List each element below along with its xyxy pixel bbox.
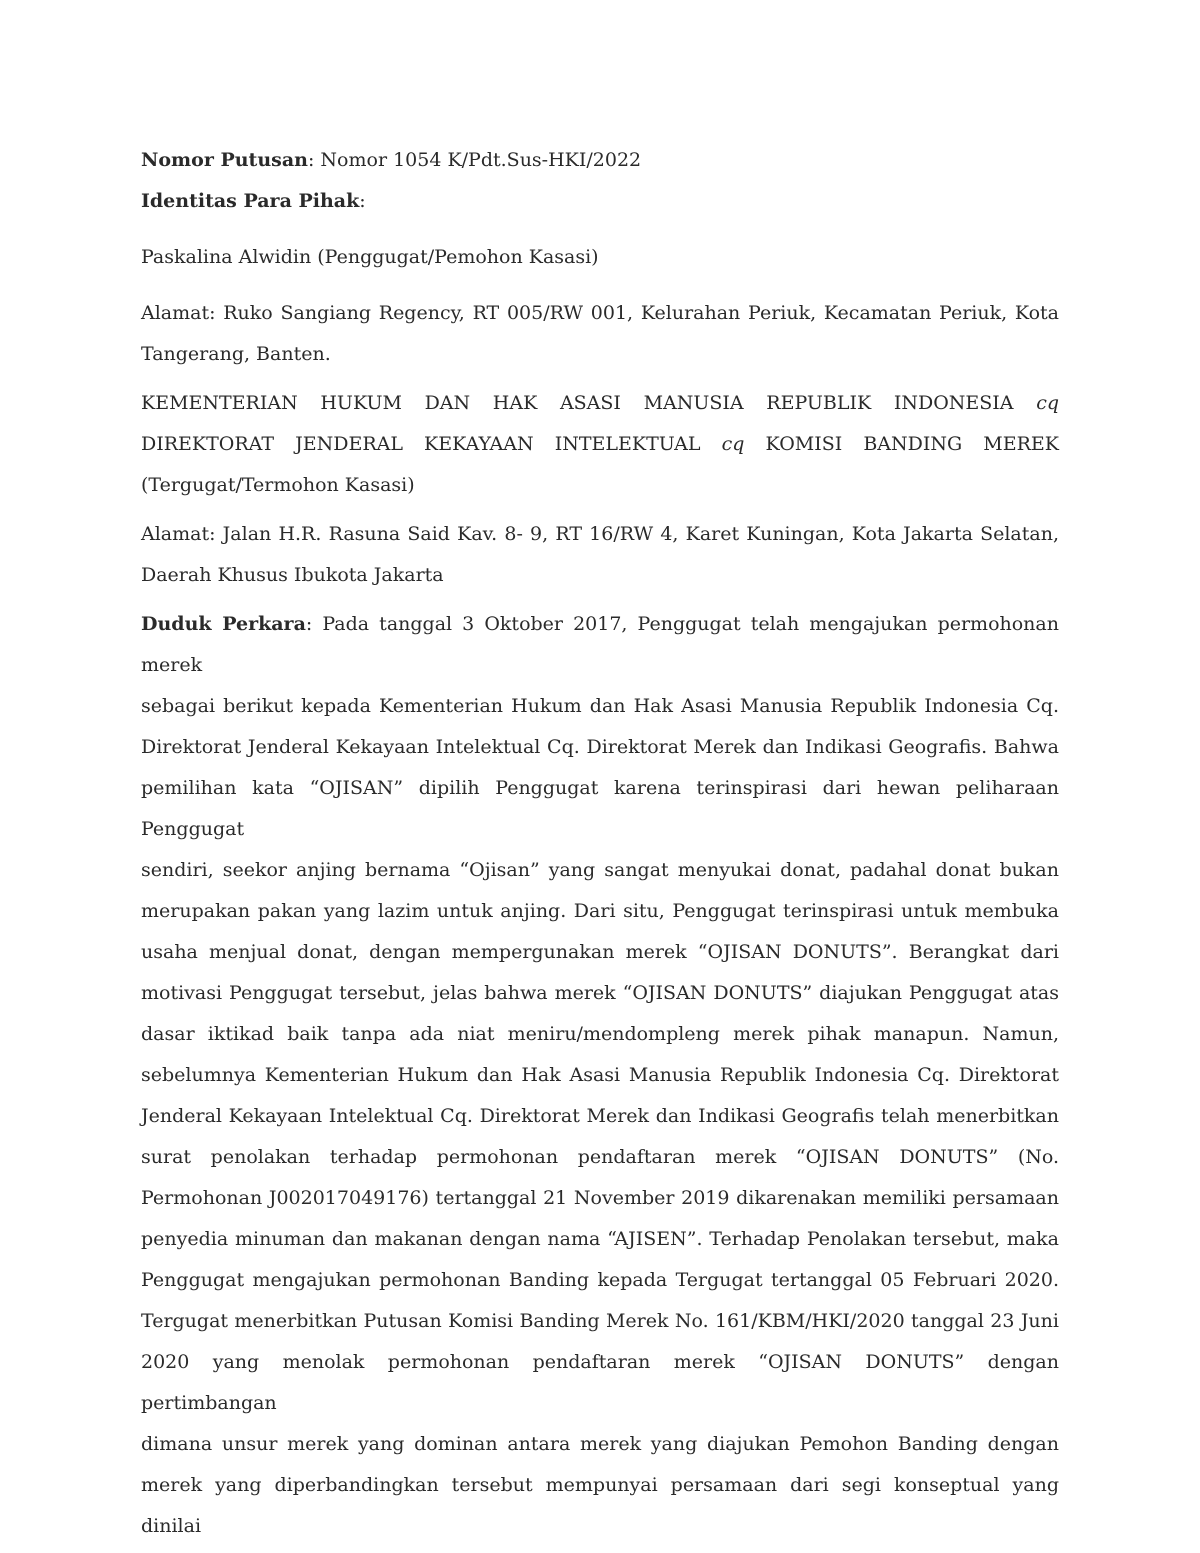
identitas-heading [141,181,1059,222]
penggugat-name-text: Paskalina Alwidin (Penggugat/Pemohon Kasasi) [141,246,599,268]
penggugat-alamat-line1: Alamat: Ruko Sangiang Regency, RT 005/RW 001, Kelurahan Periuk, Kecamatan Periuk, Kota [141,302,1059,324]
tergugat-line1-text: KEMENTERIAN HUKUM DAN HAK ASASI MANUSIA REPUBLIK INDONESIA [141,392,1014,414]
duduk-perkara-line-4: sendiri, seekor anjing bernama “Ojisan” yang sangat menyukai donat, padahal donat bukan [141,859,1059,881]
duduk-perkara-line-18: merek yang diperbandingkan tersebut mempunyai persamaan dari segi konseptual yang dinilai [141,1474,1059,1537]
duduk-perkara-line-11: surat penolakan terhadap permohonan pendaftaran merek “OJISAN DONUTS” (No. [141,1146,1059,1168]
tergugat-line2-b: KOMISI BANDING MEREK [765,433,1059,455]
duduk-perkara-line-0 [141,604,1059,686]
tergugat-cq2: cq [721,433,745,455]
tergugat-alamat [141,514,1059,596]
duduk-perkara-line-1: sebagai berikut kepada Kementerian Hukum dan Hak Asasi Manusia Republik Indonesia Cq. [141,695,1059,717]
document-page [141,140,1059,1547]
duduk-perkara-line-16: 2020 yang menolak permohonan pendaftaran merek “OJISAN DONUTS” dengan pertimbangan [141,1351,1059,1414]
duduk-perkara-line-9: sebelumnya Kementerian Hukum dan Hak Asasi Manusia Republik Indonesia Cq. Direktorat [141,1064,1059,1086]
duduk-perkara-sep: : [305,613,323,635]
duduk-perkara-line-17: dimana unsur merek yang dominan antara merek yang diajukan Pemohon Banding dengan [141,1433,1059,1455]
duduk-perkara-line-13: penyedia minuman dan makanan dengan nama “AJISEN”. Terhadap Penolakan tersebut, maka [141,1228,1059,1250]
tergugat-cq1: cq [1036,392,1059,414]
duduk-perkara-line-7: motivasi Penggugat tersebut, jelas bahwa merek “OJISAN DONUTS” diajukan Penggugat atas [141,982,1059,1004]
tergugat-line2-a: DIREKTORAT JENDERAL KEKAYAAN INTELEKTUAL [141,433,701,455]
duduk-perkara-line-6: usaha menjual donat, dengan mempergunakan merek “OJISAN DONUTS”. Berangkat dari [141,941,1059,963]
tergugat-block [141,383,1059,506]
duduk-perkara [141,604,1059,1547]
duduk-perkara-text-0: Pada tanggal 3 Oktober 2017, Penggugat telah mengajukan permohonan merek [141,613,1059,676]
duduk-perkara-line-12: Permohonan J002017049176) tertanggal 21 November 2019 dikarenakan memiliki persamaan [141,1187,1059,1209]
tergugat-line3: (Tergugat/Termohon Kasasi) [141,474,415,496]
tergugat-line1 [141,383,1059,424]
penggugat-name [141,237,1059,278]
duduk-perkara-line-8: dasar iktikad baik tanpa ada niat meniru/mendompleng merek pihak manapun. Namun, [141,1023,1059,1045]
tergugat-alamat-line2: Daerah Khusus Ibukota Jakarta [141,564,444,586]
nomor-putusan-value: Nomor 1054 K/Pdt.Sus-HKI/2022 [320,149,642,171]
duduk-perkara-line-2: Direktorat Jenderal Kekayaan Intelektual Cq. Direktorat Merek dan Indikasi Geografis. Bahwa [141,736,1059,758]
duduk-perkara-line-15: Tergugat menerbitkan Putusan Komisi Banding Merek No. 161/KBM/HKI/2020 tanggal 23 Juni [141,1310,1059,1332]
penggugat-alamat-line2: Tangerang, Banten. [141,343,331,365]
duduk-perkara-line-10: Jenderal Kekayaan Intelektual Cq. Direktorat Merek dan Indikasi Geografis telah menerbitkan [141,1105,1059,1127]
identitas-label: Identitas Para Pihak [141,190,360,212]
tergugat-alamat-line1: Alamat: Jalan H.R. Rasuna Said Kav. 8- 9, RT 16/RW 4, Karet Kuningan, Kota Jakarta Selatan, [141,523,1059,545]
duduk-perkara-line-5: merupakan pakan yang lazim untuk anjing. Dari situ, Penggugat terinspirasi untuk membuka [141,900,1059,922]
duduk-perkara-line-14: Penggugat mengajukan permohonan Banding kepada Tergugat tertanggal 05 Februari 2020. [141,1269,1059,1291]
nomor-putusan-sep: : [307,149,321,171]
duduk-perkara-label: Duduk Perkara [141,613,306,635]
duduk-perkara-line-3: pemilihan kata “OJISAN” dipilih Penggugat karena terinspirasi dari hewan peliharaan Penggugat [141,777,1059,840]
identitas-sep: : [359,190,366,212]
penggugat-alamat [141,293,1059,375]
nomor-putusan-label: Nomor Putusan [141,149,308,171]
nomor-putusan [141,140,1059,181]
tergugat-line2 [141,424,1059,465]
